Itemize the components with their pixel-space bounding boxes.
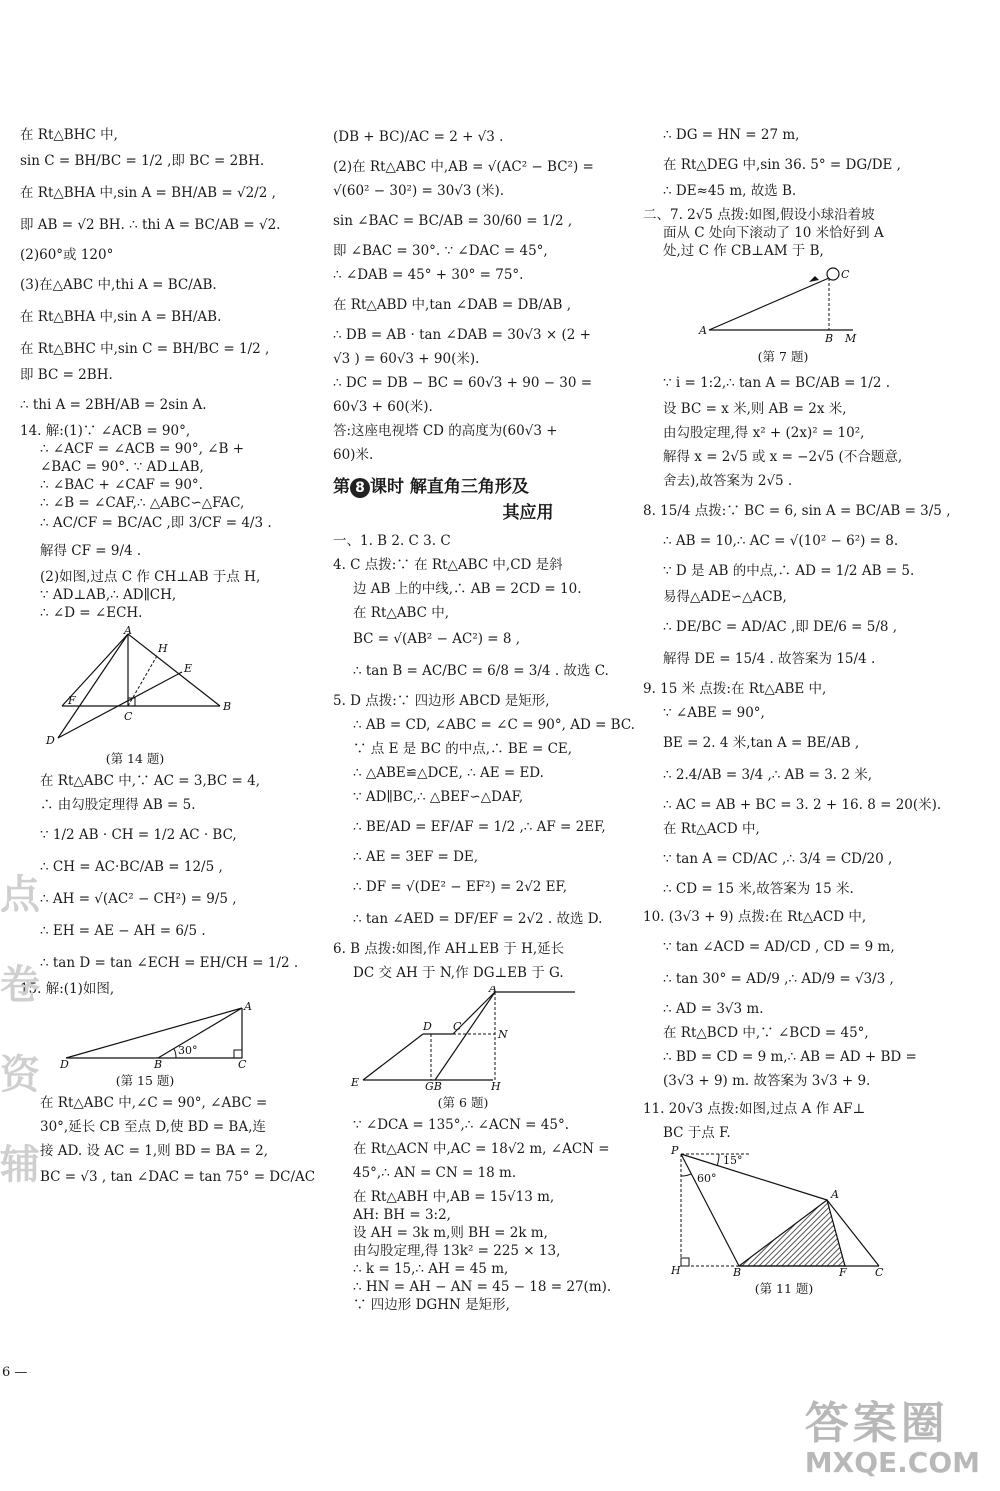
page-number: 6 — xyxy=(2,1365,28,1380)
text-line: ∵ i = 1:2,∴ tan A = BC/AB = 1/2 . xyxy=(663,375,891,391)
svg-text:C: C xyxy=(841,268,850,281)
text-line: 在 Rt△ABH 中,AB = 15√13 m, xyxy=(353,1189,555,1205)
text-line: ∵ 1/2 AB · CH = 1/2 AC · BC, xyxy=(40,827,237,843)
text-line: ∴ k = 15,∴ AH = 45 m, xyxy=(353,1261,509,1277)
text-line: ∴ DE/BC = AD/AC ,即 DE/6 = 5/8 , xyxy=(663,619,898,635)
svg-text:D: D xyxy=(423,1020,432,1033)
svg-text:GB: GB xyxy=(425,1080,442,1090)
section-heading xyxy=(333,474,633,526)
text-line: ∵ D 是 AB 的中点,∴ AD = 1/2 AB = 5. xyxy=(663,563,915,579)
text-line: 在 Rt△ACD 中, xyxy=(663,821,760,837)
figure-caption: (第 6 题) xyxy=(437,1095,489,1110)
text-line: ∴ ∠DAB = 45° + 30° = 75°. xyxy=(333,267,524,283)
text-line: ∴ △ABE≌△DCE, ∴ AE = ED. xyxy=(353,765,544,781)
figure-7 xyxy=(643,264,963,366)
watermark-url: MXQE.COM xyxy=(804,1446,980,1479)
text-line: ∵ ∠ABE = 90°, xyxy=(663,705,765,721)
svg-text:E: E xyxy=(351,1076,360,1089)
edge-mark: 点 xyxy=(0,872,40,918)
svg-text:C: C xyxy=(453,1020,462,1033)
text-line: 面从 C 处向下滚动了 10 米恰好到 A xyxy=(663,225,884,241)
text-line: ∴ DB = AB · tan ∠DAB = 30√3 × (2 + xyxy=(333,327,591,343)
text-line: ∴ AH = √(AC² − CH²) = 9/5 , xyxy=(40,891,237,907)
text-line: ∴ 2.4/AB = 3/4 ,∴ AB = 3. 2 米, xyxy=(663,767,873,783)
text-line: 处,过 C 作 CB⊥AM 于 B, xyxy=(663,243,824,259)
text-line: BC 于点 F. xyxy=(663,1125,731,1141)
text-line: 在 Rt△BHA 中,sin A = BH/AB = √2/2 , xyxy=(20,185,276,201)
svg-text:N: N xyxy=(498,1028,508,1041)
text-line: ∵ 点 E 是 BC 的中点,∴ BE = CE, xyxy=(353,741,573,757)
text-line: ∴ tan B = AC/BC = 6/8 = 3/4 . 故选 C. xyxy=(353,663,609,679)
text-line: ∴ CH = AC·BC/AB = 12/5 , xyxy=(40,859,223,875)
text-line: ∵ tan ∠ACD = AD/CD , CD = 9 m, xyxy=(663,939,895,955)
text-line: ∵ 四边形 DGHN 是矩形, xyxy=(353,1297,510,1313)
edge-decoration xyxy=(0,850,40,1250)
text-line: 在 Rt△BHA 中,sin A = BH/AB. xyxy=(20,309,222,325)
text-line: 接 AD. 设 AC = 1,则 BD = BA = 2, xyxy=(40,1143,268,1159)
question-14: 14. 解:(1)∵ ∠ACB = 90°, xyxy=(20,423,191,439)
text-line: 在 Rt△BCD 中,∵ ∠BCD = 45°, xyxy=(663,1025,869,1041)
text-line: ∴ AC = AB + BC = 3. 2 + 16. 8 = 20(米). xyxy=(663,797,942,813)
svg-text:B: B xyxy=(154,1058,163,1068)
question-6: 6. B 点拨:如图,作 AH⊥EB 于 H,延长 xyxy=(333,941,565,957)
text-line: 设 AH = 3k m,则 BH = 2k m, xyxy=(353,1225,548,1241)
text-line: BC = √(AB² − AC²) = 8 , xyxy=(353,631,521,647)
text-line: ∴ ∠ACF = ∠ACB = 90°, ∠B + xyxy=(40,441,245,457)
svg-text:H: H xyxy=(158,642,168,655)
text-line: 在 Rt△DEG 中,sin 36. 5° = DG/DE , xyxy=(663,157,901,173)
text-line: 由勾股定理,得 x² + (2x)² = 10², xyxy=(663,425,865,441)
text-line: ∴ AB = 10,∴ AC = √(10² − 6²) = 8. xyxy=(663,533,899,549)
svg-text:H: H xyxy=(491,1080,501,1090)
text-line: 45°,∴ AN = CN = 18 m. xyxy=(353,1165,517,1181)
svg-text:P: P xyxy=(671,1146,679,1157)
figure-caption: (第 14 题) xyxy=(105,751,165,766)
text-line: ∵ AD∥BC,∴ △BEF∽△DAF, xyxy=(353,789,524,805)
question-15: 15. 解:(1)如图, xyxy=(20,981,115,997)
text-line: 在 Rt△BHC 中,sin C = BH/BC = 1/2 , xyxy=(20,341,270,357)
watermark xyxy=(805,1400,980,1478)
svg-text:C: C xyxy=(238,1058,247,1068)
svg-text:A: A xyxy=(699,324,707,337)
text-line: 在 Rt△ABC 中, xyxy=(353,605,450,621)
question-9: 9. 15 米 点拨:在 Rt△ABE 中, xyxy=(643,681,827,697)
text-line: (2)在 Rt△ABC 中,AB = √(AC² − BC²) = xyxy=(333,159,594,175)
lesson-number-badge: 8 xyxy=(350,478,370,498)
text-line: 由勾股定理,得 13k² = 225 × 13, xyxy=(353,1243,561,1259)
text-line: sin ∠BAC = BC/AB = 30/60 = 1/2 , xyxy=(333,213,573,229)
text-line: (DB + BC)/AC = 2 + √3 . xyxy=(333,129,504,145)
text-line: ∴ BE/AD = EF/AF = 1/2 ,∴ AF = 2EF, xyxy=(353,819,606,835)
text-line: 设 BC = x 米,则 AB = 2x 米, xyxy=(663,401,847,417)
text-line: ∵ ∠DCA = 135°,∴ ∠ACN = 45°. xyxy=(353,1117,569,1133)
svg-text:D: D xyxy=(46,734,55,746)
question-10: 10. (3√3 + 9) 点拨:在 Rt△ACD 中, xyxy=(643,909,867,925)
svg-text:A: A xyxy=(831,1188,839,1201)
svg-text:60°: 60° xyxy=(697,1172,717,1185)
svg-text:E: E xyxy=(184,662,193,675)
svg-text:C: C xyxy=(875,1266,884,1276)
question-7: 二、7. 2√5 点拨:如图,假设小球沿着坡 xyxy=(643,207,875,223)
svg-text:H: H xyxy=(671,1264,681,1276)
text-line: ∴ DE≈45 m, 故选 B. xyxy=(663,183,797,199)
svg-text:A: A xyxy=(489,986,497,995)
text-line: ∵ tan A = CD/AC ,∴ 3/4 = CD/20 , xyxy=(663,851,893,867)
text-line: AH: BH = 3:2, xyxy=(353,1207,451,1223)
figure-caption: (第 15 题) xyxy=(115,1073,175,1088)
text-line: √3 ) = 60√3 + 90(米). xyxy=(333,351,480,367)
text-line: 即 AB = √2 BH. ∴ thi A = BC/AB = √2. xyxy=(20,217,281,233)
text-line: 即 ∠BAC = 30°. ∵ ∠DAC = 45°, xyxy=(333,243,548,259)
text-line: (2)60°或 120° xyxy=(20,247,114,263)
text-line: 边 AB 上的中线,∴ AB = 2CD = 10. xyxy=(353,581,582,597)
text-line: ∴ BD = CD = 9 m,∴ AB = AD + BD = xyxy=(663,1049,917,1065)
column-right xyxy=(643,126,963,1302)
text-line: 易得△ADE∽△ACB, xyxy=(663,589,787,605)
text-line: BC = √3 , tan ∠DAC = tan 75° = DC/AC xyxy=(40,1169,316,1185)
heading-title: 课时 解直角三角形及 xyxy=(370,477,529,497)
text-line: ∴ HN = AH − AN = 45 − 18 = 27(m). xyxy=(353,1279,612,1295)
answer-line: 答:这座电视塔 CD 的高度为(60√3 + xyxy=(333,423,558,439)
text-line: 在 Rt△ACN 中,AC = 18√2 m, ∠ACN = xyxy=(353,1141,610,1157)
text-line: 在 Rt△BHC 中, xyxy=(20,127,118,143)
text-line: ∴ thi A = 2BH/AB = 2sin A. xyxy=(20,397,207,413)
figure-6 xyxy=(333,986,633,1112)
text-line: ∴ ∠BAC + ∠CAF = 90°. xyxy=(40,477,203,493)
text-line: 解得 x = 2√5 或 x = −2√5 (不合题意, xyxy=(663,449,903,465)
question-11: 11. 20√3 点拨:如图,过点 A 作 AF⊥ xyxy=(643,1101,866,1117)
svg-text:A: A xyxy=(244,1002,252,1013)
text-line: 解得 DE = 15/4 . 故答案为 15/4 . xyxy=(663,651,876,667)
heading-prefix: 第 xyxy=(333,477,350,497)
text-line: 30°,延长 CB 至点 D,使 BD = BA,连 xyxy=(40,1119,266,1135)
column-middle xyxy=(333,126,633,1314)
answer-line: 60)米. xyxy=(333,447,374,463)
svg-text:B: B xyxy=(825,332,834,344)
figure-14 xyxy=(20,626,310,768)
text-line: ∵ AD⊥AB,∴ AD∥CH, xyxy=(40,587,177,603)
text-line: 在 Rt△ABD 中,tan ∠DAB = DB/AB , xyxy=(333,297,572,313)
text-line: ∴ ∠D = ∠ECH. xyxy=(40,605,143,621)
text-line: ∴ tan D = tan ∠ECH = EH/CH = 1/2 . xyxy=(40,955,299,971)
heading-title-line2: 其应用 xyxy=(502,503,554,523)
text-line: ∴ DF = √(DE² − EF²) = 2√2 EF, xyxy=(353,879,568,895)
text-line: ∴ AD = 3√3 m. xyxy=(663,1001,764,1017)
text-line: ∠BAC = 90°. ∵ AD⊥AB, xyxy=(40,459,204,475)
edge-mark: 卷 xyxy=(0,962,40,1008)
text-line: ∴ ∠B = ∠CAF,∴ △ABC∽△FAC, xyxy=(40,495,245,511)
text-line: 解得 CF = 9/4 . xyxy=(40,543,142,559)
text-line: (2)如图,过点 C 作 CH⊥AB 于点 H, xyxy=(40,569,261,585)
svg-text:C: C xyxy=(124,710,133,723)
text-line: ∴ EH = AE − AH = 6/5 . xyxy=(40,923,206,939)
svg-text:15°: 15° xyxy=(723,1154,743,1167)
question-8: 8. 15/4 点拨:∵ BC = 6, sin A = BC/AB = 3/5 , xyxy=(643,503,951,519)
edge-mark: 资 xyxy=(0,1052,40,1098)
figure-caption: (第 7 题) xyxy=(757,349,809,364)
text-line: (3√3 + 9) m. 故答案为 3√3 + 9. xyxy=(663,1073,871,1089)
column-left xyxy=(20,126,316,1188)
text-line: BE = 2. 4 米,tan A = BE/AB , xyxy=(663,735,860,751)
text-line: ∴ tan ∠AED = DF/EF = 2√2 . 故选 D. xyxy=(353,911,603,927)
text-line: DC 交 AH 于 N,作 DG⊥EB 于 G. xyxy=(353,965,564,981)
text-line: ∴ DC = DB − BC = 60√3 + 90 − 30 = xyxy=(333,375,593,391)
text-line: ∴ CD = 15 米,故答案为 15 米. xyxy=(663,881,854,897)
text-line: √(60² − 30²) = 30√3 (米). xyxy=(333,183,505,199)
figure-caption: (第 11 题) xyxy=(754,1281,814,1296)
question-5: 5. D 点拨:∵ 四边形 ABCD 是矩形, xyxy=(333,693,550,709)
text-line: ∴ tan 30° = AD/9 ,∴ AD/9 = √3/3 , xyxy=(663,971,894,987)
text-line: 在 Rt△ABC 中,∠C = 90°, ∠ABC = xyxy=(40,1095,268,1111)
text-line: sin C = BH/BC = 1/2 ,即 BC = 2BH. xyxy=(20,153,265,169)
svg-text:B: B xyxy=(223,700,232,713)
watermark-text: 答案圈 xyxy=(804,1398,949,1449)
text-line: ∴ AE = 3EF = DE, xyxy=(353,849,479,865)
figure-15 xyxy=(20,1002,310,1090)
svg-text:30°: 30° xyxy=(178,1044,198,1057)
svg-text:F: F xyxy=(68,694,76,707)
text-line: ∴ AB = CD, ∠ABC = ∠C = 90°, AD = BC. xyxy=(353,717,635,733)
svg-text:A: A xyxy=(124,626,132,637)
text-line: 舍去),故答案为 2√5 . xyxy=(663,473,793,489)
text-line: ∴ 由勾股定理得 AB = 5. xyxy=(40,797,196,813)
text-line: ∴ AC/CF = BC/AC ,即 3/CF = 4/3 . xyxy=(40,515,272,531)
text-line: 在 Rt△ABC 中,∵ AC = 3,BC = 4, xyxy=(40,773,261,789)
figure-11 xyxy=(643,1146,963,1298)
text-line: 60√3 + 60(米). xyxy=(333,399,433,415)
svg-text:M: M xyxy=(845,332,857,344)
text-line: 即 BC = 2BH. xyxy=(20,367,113,383)
svg-text:D: D xyxy=(60,1058,69,1068)
svg-text:F: F xyxy=(839,1266,847,1276)
text-line: 一、1. B 2. C 3. C xyxy=(333,533,451,549)
question-4: 4. C 点拨:∵ 在 Rt△ABC 中,CD 是斜 xyxy=(333,557,563,573)
svg-text:B: B xyxy=(733,1266,742,1276)
edge-mark: 辅 xyxy=(0,1142,40,1188)
text-line: ∴ DG = HN = 27 m, xyxy=(663,127,800,143)
text-line: (3)在△ABC 中,thi A = BC/AB. xyxy=(20,277,217,293)
